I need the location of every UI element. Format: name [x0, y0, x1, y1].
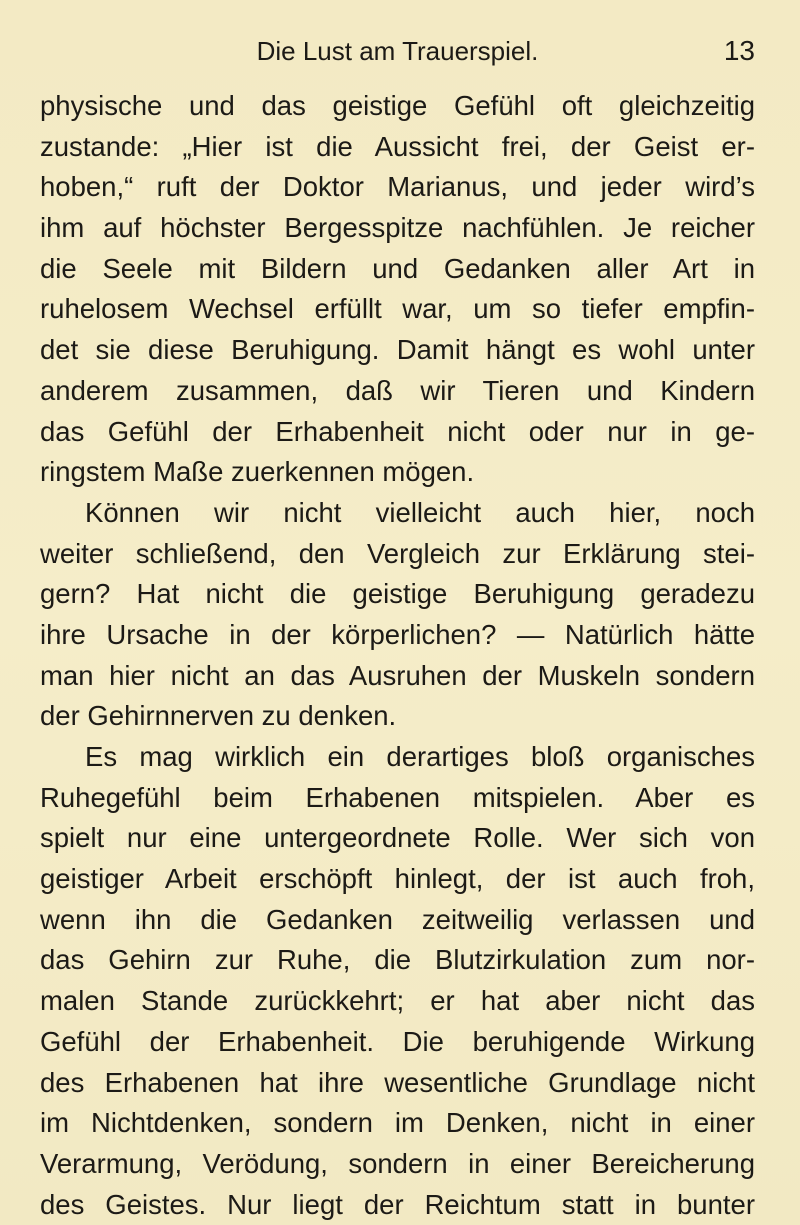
text-line: anderem zusammen, daß wir Tieren und Kindern	[40, 374, 755, 406]
text-line: Können wir nicht vielleicht auch hier, noch	[85, 496, 755, 528]
text-line: Gefühl der Erhabenheit. Die beruhigende Wirkung	[40, 1025, 755, 1057]
text-line: Ruhegefühl beim Erhabenen mitspielen. Aber es	[40, 781, 755, 813]
text-line: der Gehirnnerven zu denken.	[40, 700, 397, 732]
running-head	[40, 34, 755, 68]
text-line: gern? Hat nicht die geistige Beruhigung geradezu	[40, 578, 755, 610]
text-line: zustande: „Hier ist die Aussicht frei, der Geist er-	[40, 130, 755, 162]
text-line: man hier nicht an das Ausruhen der Muskeln sondern	[40, 659, 755, 691]
text-line: ihm auf höchster Bergesspitze nachfühlen. Je reicher	[40, 212, 755, 244]
text-line: spielt nur eine untergeordnete Rolle. Wer sich von	[40, 822, 755, 854]
body-text	[40, 86, 755, 1225]
text-line: wenn ihn die Gedanken zeitweilig verlassen und	[40, 903, 755, 935]
text-line: physische und das geistige Gefühl oft gleichzeitig	[40, 90, 755, 121]
text-line: im Nichtdenken, sondern im Denken, nicht in einer	[40, 1107, 755, 1139]
text-line: malen Stande zurückkehrt; er hat aber nicht das	[40, 985, 755, 1017]
text-line: geistiger Arbeit erschöpft hinlegt, der ist auch froh,	[40, 863, 755, 895]
text-line: ruhelosem Wechsel erfüllt war, um so tiefer empfin-	[40, 293, 755, 325]
text-line: ihre Ursache in der körperlichen? — Natürlich hätte	[40, 618, 755, 650]
page-number: 13	[723, 35, 755, 66]
text-line: des Erhabenen hat ihre wesentliche Grundlage nicht	[40, 1066, 755, 1098]
text-line: det sie diese Beruhigung. Damit hängt es wohl unter	[40, 334, 755, 366]
text-line: des Geistes. Nur liegt der Reichtum statt in bunter	[40, 1188, 755, 1220]
running-title: Die Lust am Trauerspiel.	[256, 36, 539, 66]
text-line: hoben,“ ruft der Doktor Marianus, und jeder wird’s	[40, 171, 755, 203]
text-line: weiter schließend, den Vergleich zur Erklärung stei-	[40, 537, 755, 569]
text-line: Verarmung, Verödung, sondern in einer Bereicherung	[40, 1147, 755, 1179]
text-line: das Gehirn zur Ruhe, die Blutzirkulation zum nor-	[40, 944, 755, 976]
text-line: das Gefühl der Erhabenheit nicht oder nur in ge-	[40, 415, 755, 447]
text-line: Es mag wirklich ein derartiges bloß organisches	[85, 741, 755, 772]
text-line: die Seele mit Bildern und Gedanken aller Art in	[40, 252, 755, 284]
text-line: ringstem Maße zuerkennen mögen.	[40, 456, 475, 488]
